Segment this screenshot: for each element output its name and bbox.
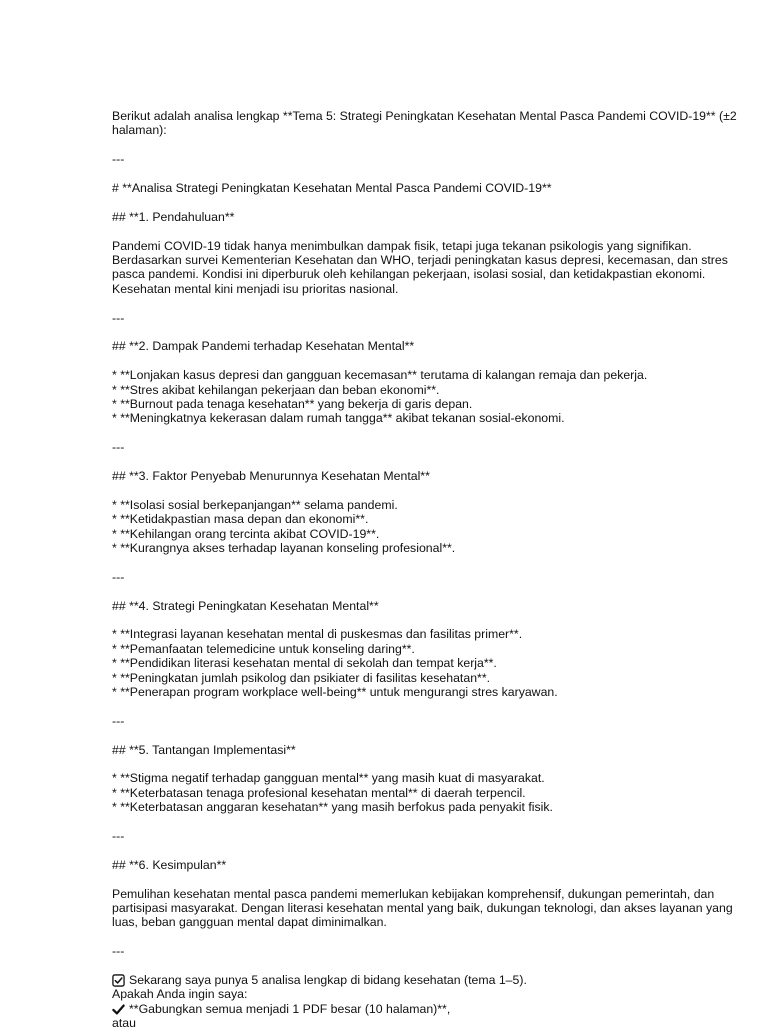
- closing-question: Apakah Anda ingin saya:: [112, 987, 248, 1002]
- bullet-item: * **Peningkatan jumlah psikolog dan psikiater di fasilitas kesehatan**.: [112, 670, 491, 685]
- section-1-paragraph-line: Pandemi COVID-19 tidak hanya menimbulkan dampak fisik, tetapi juga tekanan psikologis yang signifikan.: [112, 238, 692, 253]
- separator: ---: [112, 310, 125, 325]
- bullet-item: * **Isolasi sosial berkepanjangan** selama pandemi.: [112, 497, 398, 512]
- separator: ---: [112, 440, 125, 455]
- section-3-heading: ## **3. Faktor Penyebab Menurunnya Kesehatan Mental**: [112, 469, 430, 484]
- bullet-item: * **Kurangnya akses terhadap layanan konseling profesional**.: [112, 541, 456, 556]
- bullet-item: * **Lonjakan kasus depresi dan gangguan kecemasan** terutama di kalangan remaja dan pekerja.: [112, 368, 648, 383]
- intro-line-2: halaman):: [112, 123, 167, 138]
- intro-line-1: Berikut adalah analisa lengkap **Tema 5: Strategi Peningkatan Kesehatan Mental Pasca Pandemi COVID-19** (±2: [112, 109, 737, 123]
- separator: ---: [112, 569, 125, 584]
- section-4-heading: ## **4. Strategi Peningkatan Kesehatan Mental**: [112, 598, 379, 613]
- separator: ---: [112, 944, 125, 959]
- section-1-paragraph-line: Kesehatan mental kini menjadi isu prioritas nasional.: [112, 281, 399, 296]
- bullet-item: * **Stigma negatif terhadap gangguan mental** yang masih kuat di masyarakat.: [112, 771, 545, 786]
- section-1-paragraph-line: Berdasarkan survei Kementerian Kesehatan dan WHO, terjadi peningkatan kasus depresi, kecemasan, dan stres: [112, 253, 728, 267]
- bullet-item: * **Meningkatnya kekerasan dalam rumah tangga** akibat tekanan sosial-ekonomi.: [112, 411, 565, 426]
- bullet-item: * **Ketidakpastian masa depan dan ekonomi**.: [112, 512, 369, 527]
- bullet-item: * **Penerapan program workplace well-being** untuk mengurangi stres karyawan.: [112, 685, 558, 700]
- document-title: # **Analisa Strategi Peningkatan Kesehatan Mental Pasca Pandemi COVID-19**: [112, 181, 552, 195]
- closing-checkbox-line: [112, 973, 760, 987]
- bullet-item: * **Integrasi layanan kesehatan mental di puskesmas dan fasilitas primer**.: [112, 627, 523, 642]
- section-2-heading: ## **2. Dampak Pandemi terhadap Kesehatan Mental**: [112, 339, 415, 354]
- bullet-item: * **Burnout pada tenaga kesehatan** yang bekerja di garis depan.: [112, 397, 473, 412]
- separator: ---: [112, 152, 125, 167]
- section-1-heading: ## **1. Pendahuluan**: [112, 209, 235, 224]
- section-6-paragraph-line: luas, beban gangguan mental dapat diminimalkan.: [112, 915, 387, 930]
- closing-option-1-text: **Gabungkan semua menjadi 1 PDF besar (10 halaman)**,: [129, 1001, 451, 1016]
- section-1-paragraph-line: pasca pandemi. Kondisi ini diperburuk oleh kehilangan pekerjaan, isolasi sosial, dan ketidakpastian ekonomi.: [112, 267, 706, 282]
- bullet-item: * **Kehilangan orang tercinta akibat COVID-19**.: [112, 526, 380, 541]
- bullet-item: * **Keterbatasan tenaga profesional kesehatan mental** di daerah terpencil.: [112, 785, 526, 800]
- closing-option-1: [112, 1002, 760, 1016]
- bullet-item: * **Keterbatasan anggaran kesehatan** yang masih berfokus pada penyakit fisik.: [112, 800, 553, 815]
- section-5-heading: ## **5. Tantangan Implementasi**: [112, 742, 296, 757]
- document-page: [112, 109, 760, 1031]
- separator: ---: [112, 713, 125, 728]
- separator: ---: [112, 829, 125, 844]
- closing-or: atau: [112, 1016, 136, 1031]
- bullet-item: * **Pemanfaatan telemedicine untuk konseling daring**.: [112, 641, 415, 656]
- bullet-item: * **Stres akibat kehilangan pekerjaan dan beban ekonomi**.: [112, 382, 440, 397]
- ballot-box-with-check-icon: [112, 974, 125, 987]
- section-6-paragraph-line: partisipasi masyarakat. Dengan literasi kesehatan mental yang baik, dukungan teknologi, dan akses layanan yang: [112, 901, 733, 916]
- bullet-item: * **Pendidikan literasi kesehatan mental di sekolah dan tempat kerja**.: [112, 656, 497, 671]
- closing-summary-text: Sekarang saya punya 5 analisa lengkap di bidang kesehatan (tema 1–5).: [129, 973, 527, 988]
- section-6-paragraph-line: Pemulihan kesehatan mental pasca pandemi memerlukan kebijakan komprehensif, dukungan pemerintah, dan: [112, 886, 715, 901]
- section-6-heading: ## **6. Kesimpulan**: [112, 857, 227, 872]
- heavy-check-mark-icon: [112, 1003, 125, 1016]
